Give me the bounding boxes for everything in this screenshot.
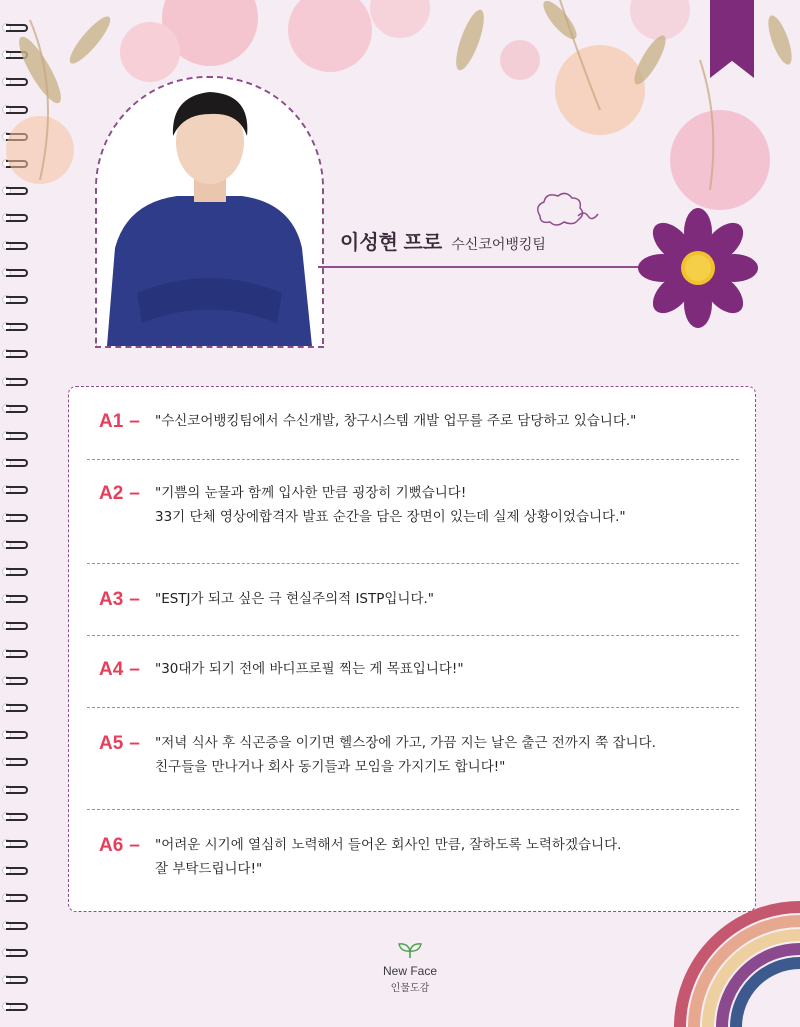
- binding-ring: [2, 265, 28, 277]
- binding-ring: [2, 74, 28, 86]
- binding-wire: [6, 432, 28, 440]
- qa-label: A1 –: [99, 411, 140, 432]
- binding-ring: [2, 346, 28, 358]
- qa-label: A2 –: [99, 483, 140, 504]
- divider: [87, 635, 739, 636]
- binding-ring: [2, 129, 28, 141]
- binding-ring: [2, 455, 28, 467]
- sprout-icon: [395, 942, 425, 958]
- binding-ring: [2, 782, 28, 794]
- qa-answer: "ESTJ가 되고 싶은 극 현실주의적 ISTP입니다.": [155, 591, 435, 607]
- qa-label: A4 –: [99, 659, 140, 680]
- divider: [87, 563, 739, 564]
- binding-wire: [6, 541, 28, 549]
- binding-wire: [6, 378, 28, 386]
- binding-ring: [2, 945, 28, 957]
- binding-wire: [6, 106, 28, 114]
- binding-wire: [6, 867, 28, 875]
- qa-answer: "기쁨의 눈물과 함께 입사한 만큼 굉장히 기뻤습니다! 33기 단체 영상에합격자 발표 순간을 담은 장면이 있는데 실제 상황이었습니다.": [155, 485, 626, 525]
- binding-wire: [6, 731, 28, 739]
- binding-wire: [6, 269, 28, 277]
- binding-ring: [2, 999, 28, 1011]
- rainbow-decoration: [660, 877, 800, 1027]
- binding-wire: [6, 1003, 28, 1011]
- binding-ring: [2, 564, 28, 576]
- profile-name: 이성현 프로: [340, 232, 443, 254]
- binding-ring: [2, 374, 28, 386]
- binding-ring: [2, 890, 28, 902]
- binding-ring: [2, 183, 28, 195]
- qa-label: A6 –: [99, 835, 140, 856]
- binding-ring: [2, 47, 28, 59]
- binding-ring: [2, 700, 28, 712]
- binding-wire: [6, 514, 28, 522]
- qa-answer: "저녁 식사 후 식곤증을 이기면 헬스장에 가고, 가끔 지는 날은 출근 전까지 쭉 잡니다. 친구들을 만나거나 회사 동기들과 모임을 가지기도 합니다!": [155, 735, 656, 775]
- binding-ring: [2, 20, 28, 32]
- binding-wire: [6, 405, 28, 413]
- binding-wire: [6, 650, 28, 658]
- footer-brand: New Face: [382, 964, 438, 978]
- binding-wire: [6, 78, 28, 86]
- binding-ring: [2, 754, 28, 766]
- binding-wire: [6, 486, 28, 494]
- binding-ring: [2, 809, 28, 821]
- binding-ring: [2, 537, 28, 549]
- qa-card: [68, 386, 756, 912]
- binding-ring: [2, 401, 28, 413]
- binding-wire: [6, 242, 28, 250]
- binding-ring: [2, 156, 28, 168]
- binding-ring: [2, 482, 28, 494]
- binding-wire: [6, 704, 28, 712]
- binding-wire: [6, 350, 28, 358]
- binding-wire: [6, 840, 28, 848]
- binding-wire: [6, 758, 28, 766]
- binding-ring: [2, 238, 28, 250]
- binding-wire: [6, 51, 28, 59]
- binding-wire: [6, 214, 28, 222]
- divider: [87, 707, 739, 708]
- footer-logo: [360, 942, 460, 994]
- binding-ring: [2, 836, 28, 848]
- binding-ring: [2, 618, 28, 630]
- binding-wire: [6, 677, 28, 685]
- qa-label: A5 –: [99, 733, 140, 754]
- bookmark-ribbon: [710, 0, 754, 78]
- flower-icon: [632, 208, 762, 332]
- qa-answer: "어려운 시기에 열심히 노력해서 들어온 회사인 만큼, 잘하도록 노력하겠습니다. 잘 부탁드립니다!": [155, 837, 622, 877]
- binding-ring: [2, 646, 28, 658]
- binding-ring: [2, 210, 28, 222]
- binding-ring: [2, 972, 28, 984]
- binding-wire: [6, 160, 28, 168]
- binding-wire: [6, 323, 28, 331]
- binding-wire: [6, 133, 28, 141]
- binding-wire: [6, 894, 28, 902]
- binding-wire: [6, 813, 28, 821]
- binding-wire: [6, 595, 28, 603]
- profile-photo: [95, 76, 324, 348]
- binding-wire: [6, 622, 28, 630]
- qa-label: A3 –: [99, 589, 140, 610]
- divider: [87, 459, 739, 460]
- binding-ring: [2, 102, 28, 114]
- binding-wire: [6, 187, 28, 195]
- binding-ring: [2, 510, 28, 522]
- binding-ring: [2, 292, 28, 304]
- binding-wire: [6, 296, 28, 304]
- binding-ring: [2, 428, 28, 440]
- profile-name-block: [340, 226, 546, 255]
- name-underline: [318, 266, 648, 268]
- footer-subtitle: 인물도감: [390, 983, 430, 994]
- binding-ring: [2, 918, 28, 930]
- binding-wire: [6, 976, 28, 984]
- binding-ring: [2, 727, 28, 739]
- qa-answer: "30대가 되기 전에 바디프로필 찍는 게 목표입니다!": [155, 661, 464, 677]
- binding-wire: [6, 922, 28, 930]
- binding-ring: [2, 673, 28, 685]
- qa-answer: "수신코어뱅킹팀에서 수신개발, 창구시스템 개발 업무를 주로 담당하고 있습니다.": [155, 413, 637, 429]
- binding-wire: [6, 949, 28, 957]
- binding-wire: [6, 786, 28, 794]
- profile-team: 수신코어뱅킹팀: [451, 236, 546, 252]
- binding-ring: [2, 319, 28, 331]
- binding-ring: [2, 591, 28, 603]
- binding-wire: [6, 459, 28, 467]
- binding-wire: [6, 568, 28, 576]
- divider: [87, 809, 739, 810]
- binding-ring: [2, 863, 28, 875]
- binding-wire: [6, 24, 28, 32]
- spiral-binding: [0, 20, 40, 1020]
